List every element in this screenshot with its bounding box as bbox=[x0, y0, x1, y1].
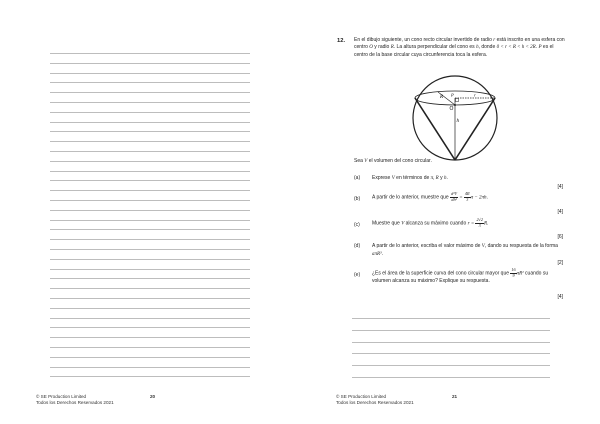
answer-line bbox=[50, 112, 250, 113]
answer-line bbox=[352, 365, 550, 366]
page-number-right: 21 bbox=[452, 394, 458, 399]
answer-line bbox=[50, 220, 250, 221]
answer-line bbox=[50, 73, 250, 74]
part-e-label: (e) bbox=[354, 272, 361, 278]
answer-line bbox=[50, 357, 250, 358]
answer-line bbox=[352, 318, 550, 319]
label-r: r bbox=[474, 92, 476, 98]
right-angle-marker bbox=[456, 99, 459, 102]
question-intro: En el dibujo siguiente, un cono recto circular invertido de radio r está inscrito en una esfera con centro O y radio R. La altura perpendicular del cono es h, donde 0 < r < R < h < 2R. P es el centro de la base circular cuya circunferencia toca la esfera. bbox=[354, 37, 565, 58]
footer-rights: Todos los Derechos Reservados 2021 bbox=[36, 400, 114, 405]
footer-left bbox=[36, 394, 114, 406]
answer-line bbox=[50, 53, 250, 54]
label-P: P bbox=[451, 92, 454, 98]
fraction-2root2-3: $\frac{2√2}{3}$ bbox=[476, 217, 483, 228]
answer-line bbox=[50, 92, 250, 93]
answer-line bbox=[50, 347, 250, 348]
part-b-text: A partir de lo anterior, muestre que $\frac{\text{d²V}}{\text{dh²}}$ = $\frac{4R}{3}$ π − 2πh. bbox=[372, 191, 488, 202]
cone-right-edge bbox=[455, 98, 495, 160]
answer-line bbox=[50, 200, 250, 201]
answer-line bbox=[50, 141, 250, 142]
cone-in-sphere-diagram bbox=[410, 73, 500, 163]
answer-line bbox=[50, 367, 250, 368]
fraction-4R-3: $\frac{4R}{3}$ bbox=[464, 191, 470, 202]
answer-line bbox=[50, 259, 250, 260]
label-R: R bbox=[440, 95, 444, 100]
answer-line bbox=[352, 377, 550, 378]
answer-line bbox=[50, 210, 250, 211]
fraction-d2V-dh2: $\frac{\text{d²V}}{\text{dh²}}$ bbox=[451, 191, 458, 202]
center-O-point bbox=[454, 104, 456, 106]
answer-line bbox=[50, 318, 250, 319]
answer-line bbox=[50, 131, 250, 132]
answer-line bbox=[352, 330, 550, 331]
part-b-label: (b) bbox=[354, 196, 361, 202]
answer-line bbox=[50, 180, 250, 181]
answer-line bbox=[50, 63, 250, 64]
part-c-text: Muestre que V alcanza su máximo cuando r = $\frac{2√2}{3}$ R. bbox=[372, 217, 489, 228]
answer-line bbox=[50, 122, 250, 123]
footer-copyright: © SE Production Limited bbox=[336, 394, 387, 399]
footer-right bbox=[336, 394, 414, 406]
footer-rights: Todos los Derechos Reservados 2021 bbox=[336, 400, 414, 405]
answer-line bbox=[50, 171, 250, 172]
label-h: h bbox=[456, 119, 459, 124]
page-number-left: 20 bbox=[150, 394, 156, 399]
part-d-label: (d) bbox=[354, 243, 361, 249]
part-c-label: (c) bbox=[354, 222, 360, 228]
right-page bbox=[300, 0, 600, 424]
part-c-marks: [6] bbox=[557, 234, 563, 240]
part-a-marks: [4] bbox=[557, 184, 563, 190]
part-d-text: A partir de lo anterior, escriba el valor máximo de V, dando su respuesta de la forma aπR³. bbox=[372, 243, 558, 257]
part-a-label: (a) bbox=[354, 175, 361, 181]
answer-line bbox=[50, 288, 250, 289]
part-e-text: ¿Es el área de la superficie curva del cono circular mayor que $\frac{16}{9}$ πR² cuando su volumen alcanza su máximo? Explique su respuesta. bbox=[372, 267, 549, 285]
answer-line bbox=[50, 229, 250, 230]
answer-line bbox=[50, 337, 250, 338]
answer-line bbox=[50, 151, 250, 152]
answer-line bbox=[50, 161, 250, 162]
part-e-marks: [4] bbox=[557, 294, 563, 300]
definition-V: Sea V el volumen del cono circular. bbox=[354, 158, 432, 164]
answer-line bbox=[50, 327, 250, 328]
answer-line bbox=[50, 249, 250, 250]
question-number: 12. bbox=[337, 38, 346, 44]
answer-line bbox=[50, 298, 250, 299]
part-a-text: Exprese V en términos de π, R y h. bbox=[372, 175, 448, 181]
answer-line bbox=[50, 190, 250, 191]
answer-line bbox=[352, 353, 550, 354]
part-d-marks: [2] bbox=[557, 260, 563, 266]
answer-line bbox=[50, 102, 250, 103]
answer-line bbox=[352, 342, 550, 343]
answer-line bbox=[50, 239, 250, 240]
answer-line bbox=[50, 376, 250, 377]
answer-line bbox=[50, 82, 250, 83]
answer-line bbox=[50, 269, 250, 270]
label-O: O bbox=[449, 106, 454, 112]
answer-line bbox=[50, 308, 250, 309]
fraction-16-9: $\frac{16}{9}$ bbox=[511, 267, 516, 278]
part-b-marks: [4] bbox=[557, 209, 563, 215]
footer-copyright: © SE Production Limited bbox=[36, 394, 87, 399]
answer-line bbox=[50, 278, 250, 279]
